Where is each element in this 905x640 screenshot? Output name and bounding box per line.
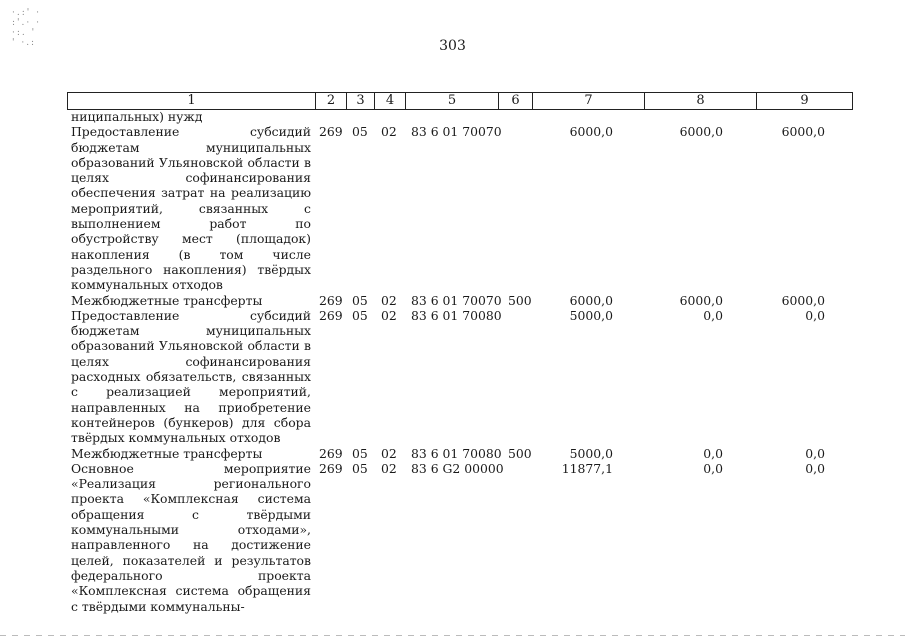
column-header: 8 <box>645 93 757 110</box>
ministry-code: 269 <box>319 307 343 323</box>
amount-year-2: 0,0 <box>703 445 723 461</box>
amount-year-1: 5000,0 <box>569 445 613 461</box>
expense-type-code: 500 <box>508 292 532 308</box>
row-description: Предоставление субсидий бюджетам муниципальных образований Ульяновской области в целях софинансирования обеспечения затрат на реализацию мероприятий, связанных с выполнением работ по обустройству мест (площадок) накопления (в том числе раздельного накопления) твёрдых коммунальных отходов <box>71 124 311 293</box>
column-header-row <box>68 93 853 110</box>
target-article-code: 83 6 01 70070 <box>411 292 502 308</box>
ministry-code: 269 <box>319 460 343 476</box>
column-header: 1 <box>68 93 316 110</box>
column-header: 7 <box>533 93 645 110</box>
table-body <box>67 109 852 614</box>
amount-year-3: 0,0 <box>805 445 825 461</box>
section-code: 05 <box>352 307 368 323</box>
table-row <box>67 109 852 124</box>
section-code: 05 <box>352 445 368 461</box>
page-number: 303 <box>439 38 466 54</box>
subsection-code: 02 <box>381 445 397 461</box>
ministry-code: 269 <box>319 292 343 308</box>
target-article-code: 83 6 G2 00000 <box>411 460 504 476</box>
column-header: 3 <box>347 93 375 110</box>
table-row <box>67 446 852 461</box>
amount-year-2: 0,0 <box>703 460 723 476</box>
row-description: Межбюджетные трансферты <box>71 445 263 461</box>
column-header: 5 <box>406 93 499 110</box>
amount-year-2: 0,0 <box>703 307 723 323</box>
amount-year-3: 0,0 <box>805 460 825 476</box>
amount-year-1: 11877,1 <box>561 460 613 476</box>
ministry-code: 269 <box>319 445 343 461</box>
target-article-code: 83 6 01 70070 <box>411 124 502 140</box>
table-row <box>67 124 852 292</box>
column-header: 4 <box>375 93 406 110</box>
amount-year-3: 0,0 <box>805 307 825 323</box>
ministry-code: 269 <box>319 124 343 140</box>
row-description: ниципальных) нужд <box>71 109 203 124</box>
section-code: 05 <box>352 124 368 140</box>
amount-year-1: 6000,0 <box>569 124 613 140</box>
amount-year-2: 6000,0 <box>679 292 723 308</box>
expense-type-code: 500 <box>508 445 532 461</box>
subsection-code: 02 <box>381 292 397 308</box>
subsection-code: 02 <box>381 460 397 476</box>
column-header: 9 <box>757 93 853 110</box>
column-header: 2 <box>316 93 347 110</box>
table-row <box>67 308 852 446</box>
subsection-code: 02 <box>381 307 397 323</box>
amount-year-1: 6000,0 <box>569 292 613 308</box>
row-description: Предоставление субсидий бюджетам муниципальных образований Ульяновской области в целях софинансирования расходных обязательств, связанных с реализацией мероприятий, направленных на приобретение контейнеров (бункеров) для сбора твёрдых коммунальных отходов <box>71 307 311 446</box>
target-article-code: 83 6 01 70080 <box>411 445 502 461</box>
target-article-code: 83 6 01 70080 <box>411 307 502 323</box>
section-code: 05 <box>352 292 368 308</box>
table-row <box>67 293 852 308</box>
row-description: Межбюджетные трансферты <box>71 292 263 308</box>
section-code: 05 <box>352 460 368 476</box>
table-row <box>67 461 852 614</box>
row-description: Основное мероприятие «Реализация регионального проекта «Комплексная система обращения с твёрдыми коммунальными отходами», направленного на достижение целей, показателей и результатов федерального проекта «Комплексная система обращения с твёрдыми коммунальны- <box>71 460 311 614</box>
amount-year-3: 6000,0 <box>781 124 825 140</box>
column-header: 6 <box>499 93 533 110</box>
column-header-table <box>67 92 853 110</box>
scan-edge-line <box>0 635 905 636</box>
scan-specks: ·.:' · :'.· · ·:. ' ' ·.: <box>12 8 41 48</box>
amount-year-1: 5000,0 <box>569 307 613 323</box>
amount-year-3: 6000,0 <box>781 292 825 308</box>
subsection-code: 02 <box>381 124 397 140</box>
amount-year-2: 6000,0 <box>679 124 723 140</box>
